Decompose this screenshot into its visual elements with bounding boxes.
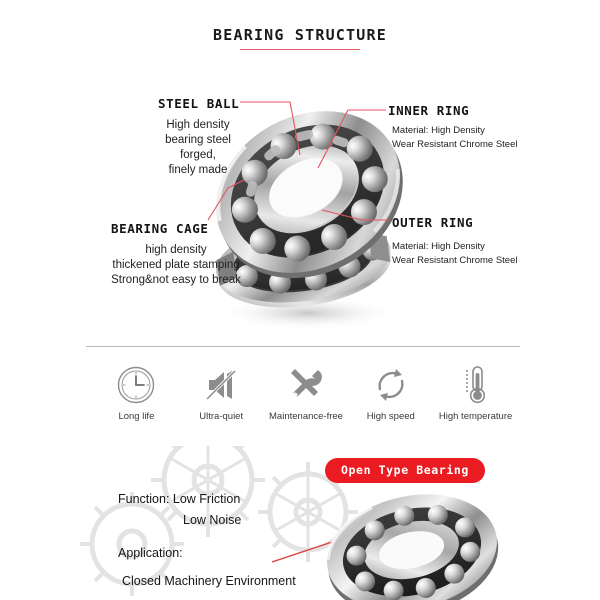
open-type-badge: Open Type Bearing: [325, 458, 485, 483]
callout-line: Wear Resistant Chrome Steel: [392, 139, 518, 150]
feature-high-temperature: [433, 362, 518, 422]
structure-section: [0, 60, 600, 340]
application-section: [0, 446, 600, 600]
feature-label: Long life: [118, 411, 155, 422]
callout-line: Strong&not easy to break: [111, 274, 241, 286]
feature-label: High temperature: [438, 411, 513, 422]
section-divider: [86, 346, 520, 347]
callout-line: finely made: [168, 164, 228, 176]
feature-high-speed: [348, 362, 433, 422]
callout-heading-steel-ball: STEEL BALL: [158, 96, 240, 111]
callout-text-steel-ball: [150, 118, 246, 178]
feature-long-life: [94, 362, 179, 422]
refresh-icon: [348, 362, 433, 408]
function-label-2: Low Noise: [183, 513, 242, 527]
callout-line: Material: High Density: [392, 241, 485, 252]
function-label: Function: Low Friction: [118, 492, 241, 506]
callout-heading-bearing-cage: BEARING CAGE: [111, 221, 209, 236]
leader-inner-ring: [318, 110, 386, 168]
page-title-text: BEARING STRUCTURE: [213, 26, 387, 44]
callout-text-inner-ring: [392, 124, 518, 152]
callout-line: High density: [166, 119, 230, 131]
tools-icon: [264, 362, 349, 408]
feature-label: High speed: [366, 411, 415, 422]
callout-line: Wear Resistant Chrome Steel: [392, 255, 518, 266]
callout-line: thickened plate stamping: [112, 259, 240, 271]
feature-ultra-quiet: [179, 362, 264, 422]
application-value: Closed Machinery Environment: [122, 574, 296, 588]
page-title: [0, 26, 600, 50]
callout-text-outer-ring: [392, 240, 518, 268]
callout-line: forged,: [180, 149, 216, 161]
bottom-pointer-line: [0, 446, 600, 600]
feature-label: Ultra-quiet: [199, 411, 244, 422]
callout-line: high density: [145, 244, 207, 256]
feature-maintenance-free: [264, 362, 349, 422]
leader-steel-ball: [240, 102, 300, 155]
feature-list: [94, 362, 518, 434]
application-label: Application:: [118, 546, 183, 560]
leader-bearing-cage: [208, 180, 244, 220]
feature-label: Maintenance-free: [269, 411, 343, 422]
leader-outer-ring: [322, 210, 390, 220]
callout-heading-inner-ring: INNER RING: [388, 103, 470, 118]
open-bearing-illustration: [322, 490, 508, 600]
thermometer-icon: [433, 362, 518, 408]
callout-leader-lines: [0, 60, 600, 340]
callout-text-bearing-cage: [96, 243, 256, 288]
mute-speaker-icon: [179, 362, 264, 408]
callout-line: bearing steel: [165, 134, 231, 146]
clock-icon: [94, 362, 179, 408]
callout-line: Material: High Density: [392, 125, 485, 136]
title-underline: [240, 49, 360, 50]
callout-heading-outer-ring: OUTER RING: [392, 215, 474, 230]
